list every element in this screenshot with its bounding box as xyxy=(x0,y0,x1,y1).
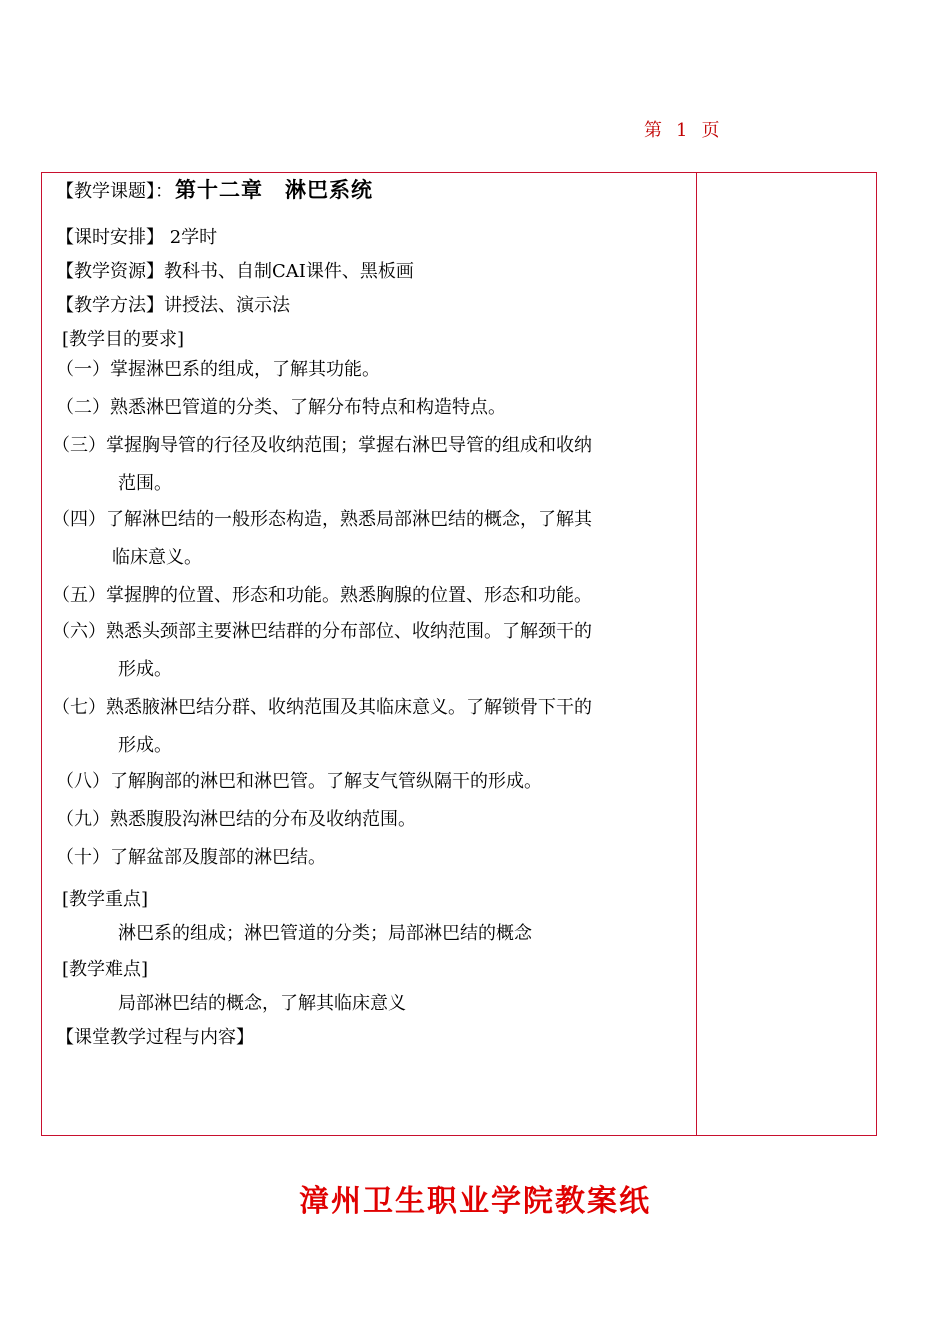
resources-line: 【教学资源】教科书、自制CAI课件、黑板画 xyxy=(56,261,414,282)
page-number xyxy=(644,116,719,142)
objective-item: （五）掌握脾的位置、形态和功能。熟悉胸腺的位置、形态和功能。 xyxy=(52,585,592,606)
objective-item-continued: 范围。 xyxy=(118,473,172,494)
objective-item: （三）掌握胸导管的行径及收纳范围；掌握右淋巴导管的组成和收纳 xyxy=(52,435,592,456)
objective-item: （七）熟悉腋淋巴结分群、收纳范围及其临床意义。了解锁骨下干的 xyxy=(52,697,592,718)
objective-item-continued: 形成。 xyxy=(118,735,172,756)
objective-item-continued: 临床意义。 xyxy=(112,547,202,568)
difficult-points-title: [教学难点] xyxy=(62,959,149,980)
objective-item: （八）了解胸部的淋巴和淋巴管。了解支气管纵隔干的形成。 xyxy=(56,771,542,792)
process-title: 【课堂教学过程与内容】 xyxy=(56,1027,254,1048)
key-points-text: 淋巴系的组成；淋巴管道的分类；局部淋巴结的概念 xyxy=(118,923,532,944)
page-number-value: 1 xyxy=(676,120,688,141)
page-number-suffix: 页 xyxy=(701,120,720,141)
hours-line: 【课时安排】 2学时 xyxy=(56,227,218,248)
objectives-title: [教学目的要求] xyxy=(62,329,185,350)
topic-title: 第十二章 淋巴系统 xyxy=(175,177,373,202)
objective-item: （二）熟悉淋巴管道的分类、了解分布特点和构造特点。 xyxy=(56,397,506,418)
objective-item: （四）了解淋巴结的一般形态构造，熟悉局部淋巴结的概念，了解其 xyxy=(52,509,592,530)
objective-item: （一）掌握淋巴系的组成，了解其功能。 xyxy=(56,359,380,380)
objective-item-continued: 形成。 xyxy=(118,659,172,680)
topic-line xyxy=(56,178,373,204)
footer-title: 漳州卫生职业学院教案纸 xyxy=(299,1184,651,1219)
page-number-prefix: 第 xyxy=(644,120,662,141)
objective-item: （九）熟悉腹股沟淋巴结的分布及收纳范围。 xyxy=(56,809,416,830)
difficult-points-text: 局部淋巴结的概念，了解其临床意义 xyxy=(118,993,406,1014)
methods-line: 【教学方法】讲授法、演示法 xyxy=(56,295,290,316)
objective-item: （十）了解盆部及腹部的淋巴结。 xyxy=(56,847,326,868)
key-points-title: [教学重点] xyxy=(62,889,149,910)
topic-label: 【教学课题】： xyxy=(56,181,173,202)
notes-column-divider xyxy=(696,172,697,1136)
objective-item: （六）熟悉头颈部主要淋巴结群的分布部位、收纳范围。了解颈干的 xyxy=(52,621,592,642)
